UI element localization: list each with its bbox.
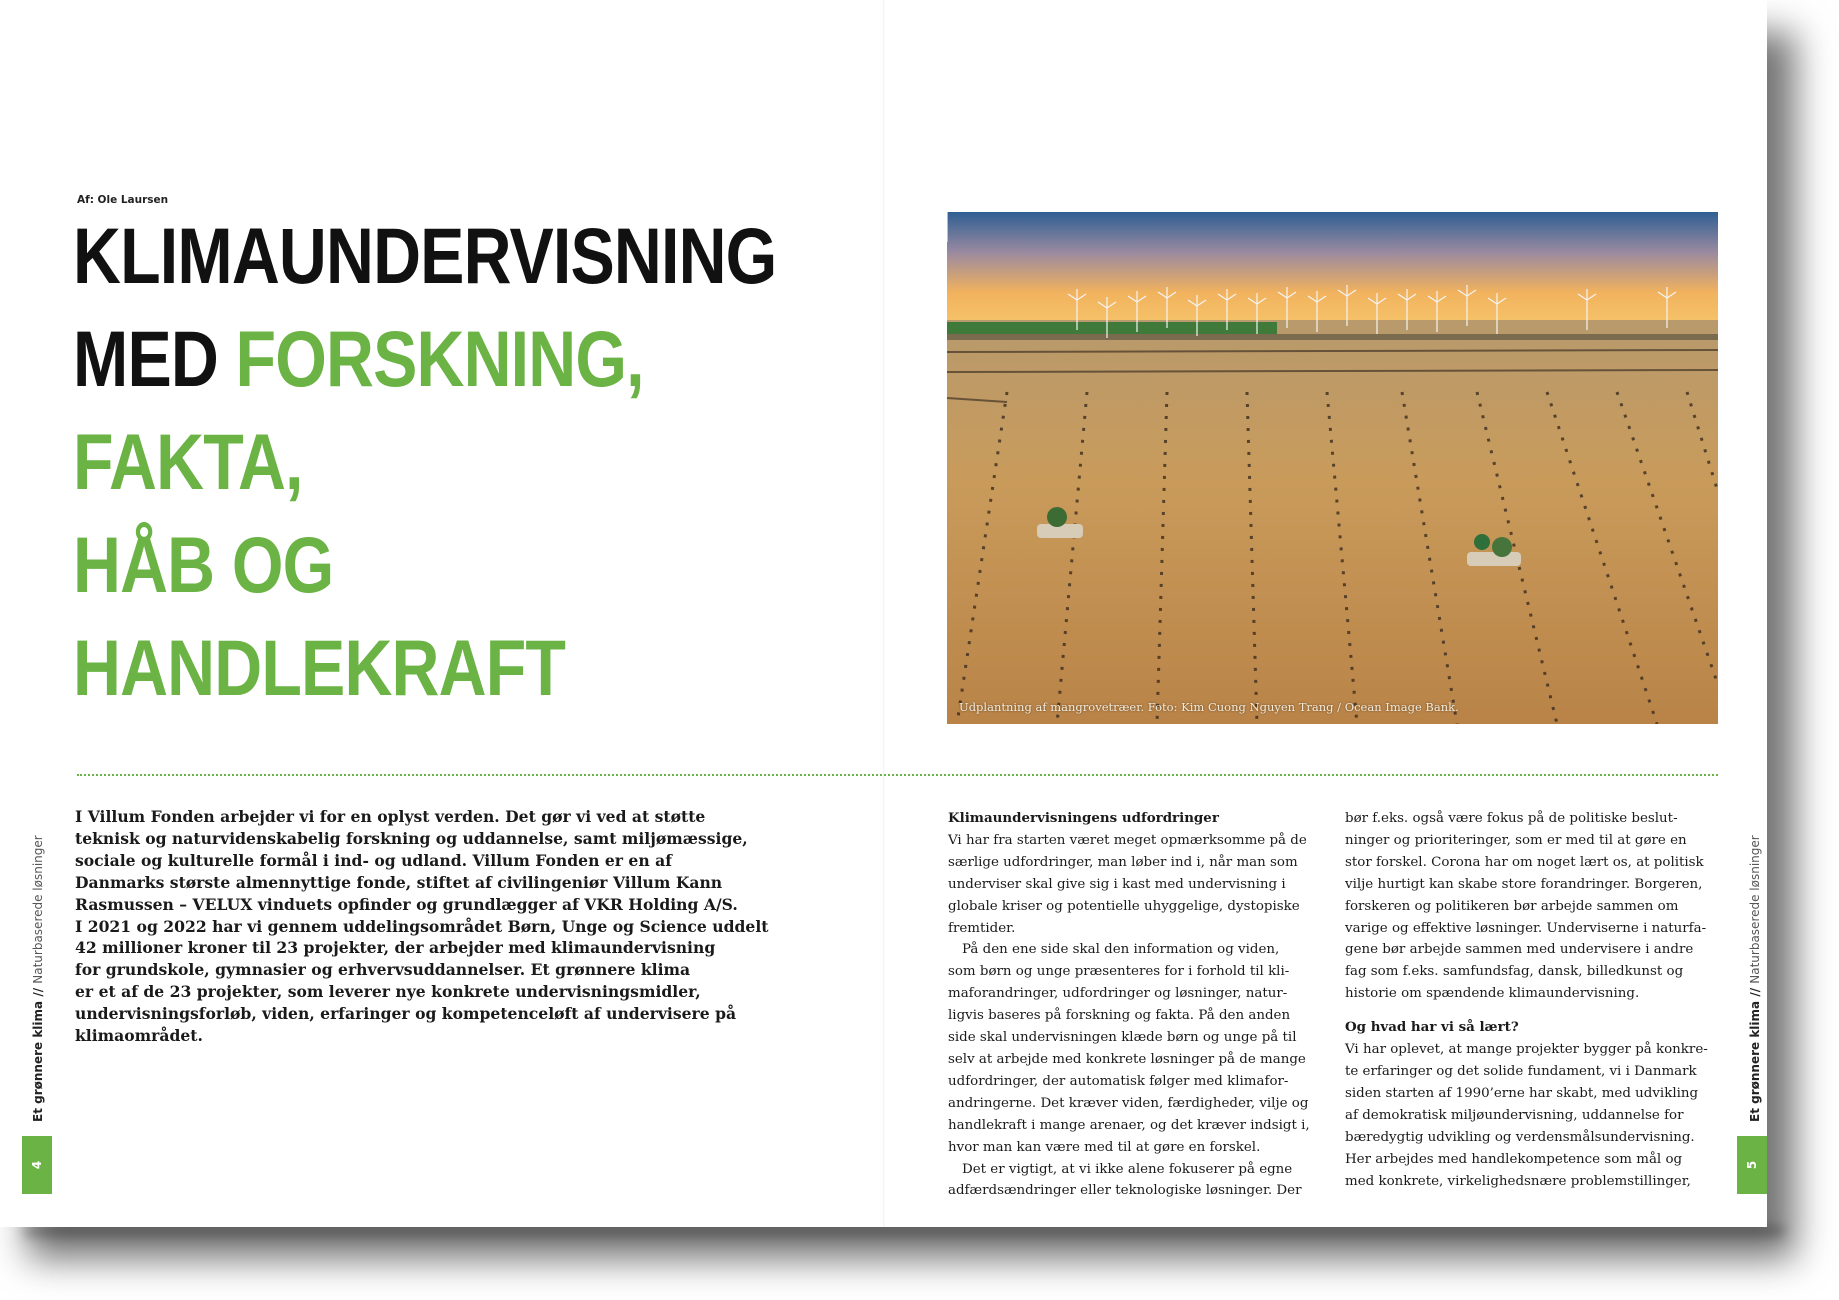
body-line: forskeren og politikeren bør arbejde sammen om bbox=[1345, 898, 1679, 914]
body-line: På den ene side skal den information og viden, bbox=[962, 942, 1280, 958]
intro-line: klimaområdet. bbox=[75, 1026, 203, 1046]
body-line: te erfaringer og det solide fundament, vi i Danmark bbox=[1345, 1063, 1697, 1079]
intro-paragraph bbox=[75, 806, 769, 1047]
paragraph-gap bbox=[1345, 1005, 1735, 1017]
side-label-light: Naturbaserede løsninger bbox=[31, 835, 45, 984]
headline-line-2-green: FORSKNING, FAKTA, bbox=[73, 314, 644, 506]
body-line: fag som f.eks. samfundsfag, dansk, billedkunst og bbox=[1345, 964, 1684, 980]
intro-line: 42 millioner kroner til 23 projekter, der arbejder med klimaundervisning bbox=[75, 938, 716, 958]
body-line: siden starten af 1990’erne har skabt, med udvikling bbox=[1345, 1085, 1699, 1101]
body-line: særlige udfordringer, man løber ind i, når man som bbox=[948, 854, 1298, 870]
intro-line: Danmarks største almennyttige fonde, stiftet af civilingeniør Villum Kann bbox=[75, 872, 723, 892]
body-line: Det er vigtigt, at vi ikke alene fokuserer på egne bbox=[962, 1161, 1293, 1177]
headline-line-2 bbox=[73, 307, 745, 513]
body-line: selv at arbejde med konkrete løsninger på de mange bbox=[948, 1051, 1306, 1067]
dotted-divider bbox=[77, 774, 1718, 776]
body-line: globale kriser og potentielle uhyggelige, dystopiske bbox=[948, 898, 1300, 914]
body-line: stor forskel. Corona har om noget lært os, at politisk bbox=[1345, 854, 1704, 870]
intro-line: er et af de 23 projekter, som leverer nye konkrete undervisningsmidler, bbox=[75, 982, 701, 1002]
headline-line-3: HÅB OG HANDLEKRAFT bbox=[73, 520, 566, 712]
body-line: vilje hurtigt kan skabe store forandringer. Borgeren, bbox=[1345, 876, 1703, 892]
page-number-right bbox=[1737, 1136, 1767, 1194]
body-line: ligvis baseres på forskning og fakta. På den anden bbox=[948, 1008, 1291, 1024]
body-column-1 bbox=[948, 808, 1338, 1202]
body-line: fremtider. bbox=[948, 920, 1016, 936]
body-line: Vi har oplevet, at mange projekter bygger på konkre- bbox=[1345, 1042, 1708, 1058]
body-line: Her arbejdes med handlekompetence som mål og bbox=[1345, 1151, 1683, 1167]
intro-line: I Villum Fonden arbejder vi for en oplyst verden. Det gør vi ved at støtte bbox=[75, 807, 706, 826]
intro-line: for grundskole, gymnasier og erhvervsuddannelser. Et grønnere klima bbox=[75, 960, 691, 980]
mangrove-photo-illustration bbox=[947, 212, 1718, 724]
body-line: underviser skal give sig i kast med undervisning i bbox=[948, 876, 1286, 892]
body-line: historie om spændende klimaundervisning. bbox=[1345, 986, 1640, 1002]
headline bbox=[73, 204, 777, 719]
body-line: udfordringer, der automatisk følger med klimafor- bbox=[948, 1073, 1289, 1089]
page-shadow bbox=[24, 1227, 1784, 1239]
body-line: side skal undervisningen klæde børn og unge på til bbox=[948, 1030, 1297, 1046]
section-heading: Klimaundervisningens udfordringer bbox=[948, 810, 1219, 826]
side-label-bold: Et grønnere klima bbox=[1748, 1000, 1762, 1122]
side-label-separator: // bbox=[31, 983, 45, 1001]
left-side-label bbox=[31, 835, 45, 1122]
body-line: som børn og unge præsenteres for i forhold til kli- bbox=[948, 964, 1290, 980]
page-number-left bbox=[22, 1136, 52, 1194]
body-line: bæredygtig udvikling og verdensmålsundervisning. bbox=[1345, 1129, 1695, 1145]
page-number-left-text: 4 bbox=[29, 1160, 44, 1170]
body-line: varige og effektive løsninger. Underviserne i naturfa- bbox=[1345, 920, 1707, 936]
body-line: adfærdsændringer eller teknologiske løsninger. Der bbox=[948, 1183, 1302, 1199]
body-column-2 bbox=[1345, 808, 1735, 1192]
intro-line: undervisningsforløb, viden, erfaringer og kompetenceløft af undervisere på bbox=[75, 1004, 737, 1024]
page-number-right-text: 5 bbox=[1744, 1160, 1759, 1170]
intro-line: teknisk og naturvidenskabelig forskning og uddannelse, samt miljømæssige, bbox=[75, 828, 748, 848]
mangrove-photo bbox=[947, 212, 1718, 724]
body-line: hvor man kan være med til at gøre en forskel. bbox=[948, 1139, 1261, 1155]
side-label-bold: Et grønnere klima bbox=[31, 1000, 45, 1122]
headline-line-1: KLIMAUNDERVISNING bbox=[73, 211, 777, 300]
photo-caption: Udplantning af mangrovetræer. Foto: Kim Cuong Nguyen Trang / Ocean Image Bank. bbox=[959, 700, 1459, 714]
body-line: af demokratisk miljøundervisning, uddannelse for bbox=[1345, 1107, 1684, 1123]
intro-line: I 2021 og 2022 har vi gennem uddelingsområdet Børn, Unge og Science uddelt bbox=[75, 916, 769, 936]
body-line: Vi har fra starten været meget opmærksomme på de bbox=[948, 832, 1307, 848]
body-line: med konkrete, virkelighedsnære problemstillinger, bbox=[1345, 1173, 1691, 1189]
right-side-label bbox=[1748, 835, 1762, 1122]
spine-fold bbox=[883, 0, 885, 1227]
body-line: handlekraft i mange arenaer, og det kræver indsigt i, bbox=[948, 1117, 1310, 1133]
intro-line: Rasmussen – VELUX vinduets opfinder og grundlægger af VKR Holding A/S. bbox=[75, 894, 738, 914]
body-line: gene bør arbejde sammen med undervisere i andre bbox=[1345, 942, 1694, 958]
section-heading: Og hvad har vi så lært? bbox=[1345, 1019, 1519, 1036]
body-line: ninger og prioriteringer, som er med til at gøre en bbox=[1345, 832, 1687, 848]
body-line: andringerne. Det kræver viden, færdigheder, vilje og bbox=[948, 1095, 1309, 1111]
headline-line-2-black: MED bbox=[73, 314, 236, 403]
body-line: bør f.eks. også være fokus på de politiske beslut- bbox=[1345, 811, 1678, 826]
byline: Af: Ole Laursen bbox=[77, 194, 169, 206]
intro-line: sociale og kulturelle formål i ind- og udland. Villum Fonden er en af bbox=[75, 850, 672, 870]
side-label-light: Naturbaserede løsninger bbox=[1748, 835, 1762, 984]
side-label-separator: // bbox=[1748, 983, 1762, 1001]
body-line: maforandringer, udfordringer og løsninger, natur- bbox=[948, 986, 1288, 1002]
